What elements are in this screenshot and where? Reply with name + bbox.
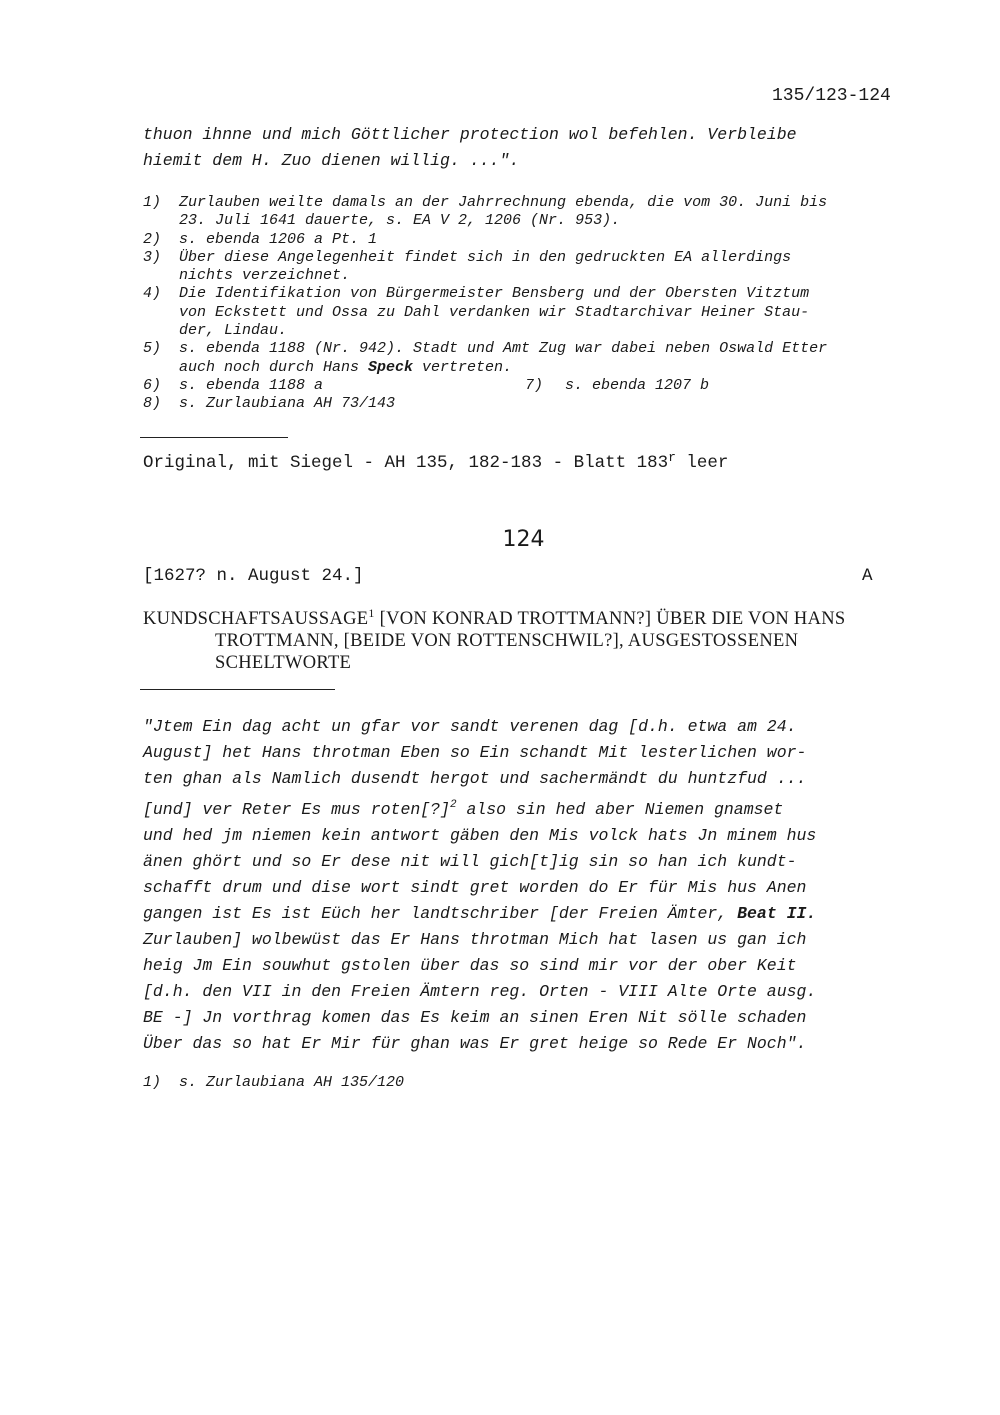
footnote-line: s. Zurlaubiana AH 73/143 xyxy=(179,395,396,413)
footnote-text xyxy=(179,395,913,413)
footnote-number: 6) xyxy=(143,376,162,394)
footnote-line: von Eckstett und Ossa zu Dahl verdanken wir Stadtarchivar Heiner Stau- xyxy=(179,303,810,321)
footnote-line: nichts verzeichnet. xyxy=(179,267,351,285)
quote-line: hiemit dem H. Zuo dienen willig. ...". xyxy=(143,151,520,170)
heading-line: SCHELTWORTE xyxy=(215,653,352,673)
name-beat-ii: Beat II. xyxy=(737,904,817,923)
heading-line xyxy=(143,602,923,630)
heading-word: KUNDSCHAFTSAUSSAGE xyxy=(143,609,369,629)
body-line: heig Jm Ein souwhut gstolen über das so sind mir vor der ober Keit xyxy=(143,956,797,975)
footnote-line: Über diese Angelegenheit findet sich in den gedruckten EA allerdings xyxy=(179,248,792,266)
document-body xyxy=(143,714,913,1057)
footnote-line: Zurlauben weilte damals an der Jahrrechnung ebenda, die vom 30. Juni bis xyxy=(179,194,828,211)
footnote-text-part: vertreten. xyxy=(413,358,513,376)
body-line xyxy=(143,901,913,927)
name-speck: Speck xyxy=(368,358,414,376)
footnote-number: 4) xyxy=(143,285,162,303)
footnotes-previous-document xyxy=(143,194,913,414)
body-line: Über das so hat Er Mir für ghan was Er gret heige so Rede Er Noch". xyxy=(143,1034,807,1053)
footnote-number: 2) xyxy=(143,230,162,248)
footnote-4 xyxy=(143,285,913,340)
document-heading xyxy=(143,602,923,674)
page-number: 135/123-124 xyxy=(772,86,891,106)
footnote-6-text: s. ebenda 1188 a xyxy=(179,376,324,394)
body-line: "Jtem Ein dag acht un gfar vor sandt verenen dag [d.h. etwa am 24. xyxy=(143,717,797,736)
footnote-line: 23. Juli 1641 dauerte, s. EA V 2, 1206 (Nr. 953). xyxy=(179,212,621,230)
footnote-7-text: s. ebenda 1207 b xyxy=(565,376,710,394)
footnote-3 xyxy=(143,249,913,286)
body-line: [d.h. den VII in den Freien Ämtern reg. Orten - VIII Alte Orte ausg. xyxy=(143,982,817,1001)
footnote-text xyxy=(179,249,913,286)
footnote-text xyxy=(179,377,913,395)
footnote-line: der, Lindau. xyxy=(179,322,288,340)
footnote-1 xyxy=(143,194,913,231)
previous-document-closing-quote xyxy=(143,122,913,174)
source-superscript: r xyxy=(668,450,676,465)
footnote-text xyxy=(179,285,913,340)
source-note xyxy=(143,450,728,473)
body-line: schafft drum und dise wort sindt gret worden do Er für Mis hus Anen xyxy=(143,878,807,897)
source-text: Original, mit Siegel - AH 135, 182-183 - Blatt 183 xyxy=(143,453,669,473)
footnote-line xyxy=(179,359,913,377)
separator-line xyxy=(140,689,335,690)
footnote-line: s. ebenda 1206 a Pt. 1 xyxy=(179,230,378,248)
footnote-number: 1) xyxy=(143,1074,162,1091)
body-text: [und] ver Reter Es mus roten[?] xyxy=(143,800,450,819)
body-line: ten ghan als Namlich dusendt hergot und sachermändt du huntzfud ... xyxy=(143,769,807,788)
document-number: 124 xyxy=(502,527,545,552)
body-footnote-ref: 2 xyxy=(449,799,457,811)
footnote-6-7 xyxy=(143,377,913,395)
body-text: gangen ist Es ist Eüch her landtschriber [der Freien Ämter, xyxy=(143,904,738,923)
footnote-text-part: auch noch durch Hans xyxy=(179,358,369,376)
quote-line: thuon ihnne und mich Göttlicher protection wol befehlen. Verbleibe xyxy=(143,125,797,144)
heading-footnote-ref: 1 xyxy=(368,606,375,620)
body-line: Zurlauben] wolbewüst das Er Hans throtman Mich hat lasen us gan ich xyxy=(143,930,807,949)
footnote-text xyxy=(179,194,913,231)
footnote-current-document xyxy=(143,1074,404,1091)
heading-text: [VON KONRAD TROTTMANN?] ÜBER DIE VON HANS xyxy=(374,609,846,629)
footnote-line: Die Identifikation von Bürgermeister Bensberg und der Obersten Vitztum xyxy=(179,285,810,303)
separator-line xyxy=(140,437,288,438)
footnote-number: 3) xyxy=(143,248,162,266)
footnote-2 xyxy=(143,231,913,249)
footnote-number: 8) xyxy=(143,395,162,413)
footnote-text xyxy=(179,231,913,249)
document-letter: A xyxy=(862,566,873,586)
body-line xyxy=(143,792,913,823)
footnote-text: s. Zurlaubiana AH 135/120 xyxy=(179,1074,405,1091)
document-date: [1627? n. August 24.] xyxy=(143,566,364,586)
footnote-text xyxy=(179,340,913,377)
footnote-number: 1) xyxy=(143,194,162,211)
footnote-7-number: 7) xyxy=(525,376,544,394)
body-line: und hed jm niemen kein antwort gäben den Mis volck hats Jn minem hus xyxy=(143,826,817,845)
footnote-number: 5) xyxy=(143,340,162,358)
body-line: änen ghört und so Er dese nit will gich[t]ig sin so han ich kundt- xyxy=(143,852,797,871)
body-text: also sin hed aber Niemen gnamset xyxy=(456,800,784,819)
body-line: BE -] Jn vorthrag komen das Es keim an sinen Eren Nit sölle schaden xyxy=(143,1008,807,1027)
footnote-8 xyxy=(143,395,913,413)
footnote-5 xyxy=(143,340,913,377)
heading-line: TROTTMANN, [BEIDE VON ROTTENSCHWIL?], AUSGESTOSSENEN xyxy=(215,631,799,651)
footnote-line: s. ebenda 1188 (Nr. 942). Stadt und Amt Zug war dabei neben Oswald Etter xyxy=(179,340,828,358)
body-line: August] het Hans throtman Eben so Ein schandt Mit lesterlichen wor- xyxy=(143,743,807,762)
source-text: leer xyxy=(675,453,729,473)
